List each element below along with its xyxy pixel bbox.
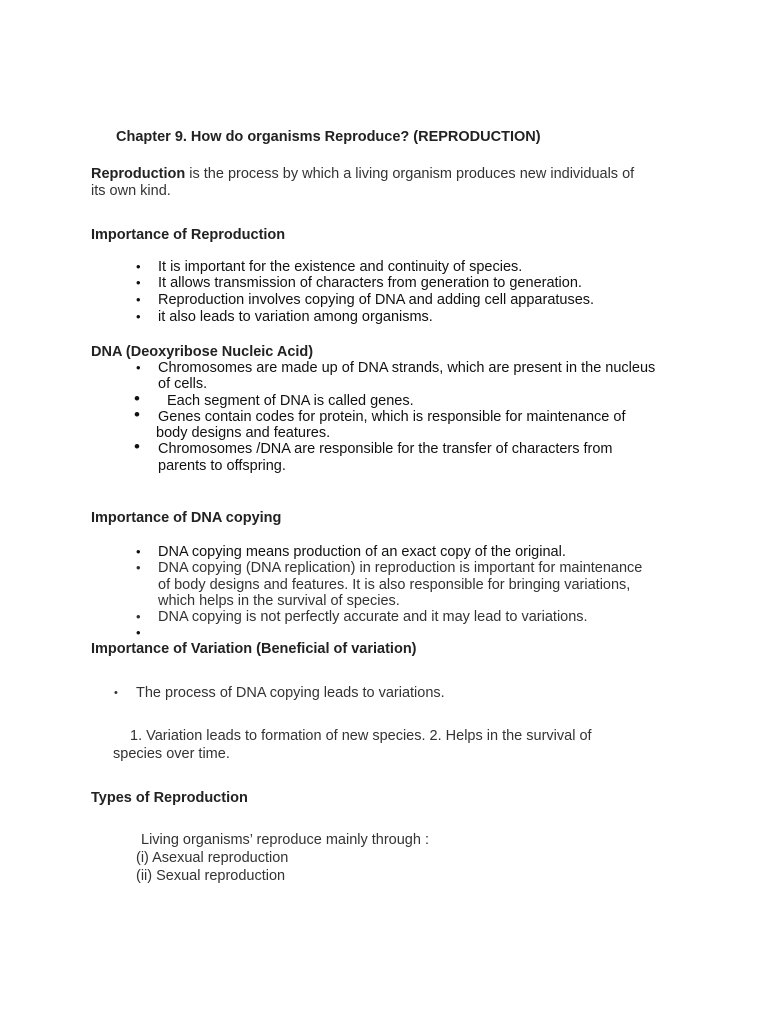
page-title: Chapter 9. How do organisms Reproduce? (REPRODUCTION): [116, 129, 541, 145]
bullet-icon: •: [134, 437, 140, 457]
list-item: • Chromosomes are made up of DNA strands, which are present in the nucleus: [136, 360, 656, 376]
bullet-icon: •: [136, 275, 141, 291]
list-item: • DNA copying is not perfectly accurate and it may lead to variations.: [136, 609, 588, 626]
importance-list: [136, 259, 595, 325]
list-item: • DNA copying (DNA replication) in reproduction is important for maintenance: [136, 560, 643, 577]
bullet-icon: •: [136, 360, 141, 375]
list-item-continuation: parents to offspring.: [158, 457, 286, 474]
bullet-icon: •: [134, 404, 140, 424]
variation-numbered-line2: species over time.: [113, 746, 230, 762]
intro-term: Reproduction: [91, 166, 186, 182]
importance-heading: Importance of Reproduction: [91, 227, 286, 243]
variation-item: • The process of DNA copying leads to variations.: [114, 685, 445, 701]
list-item-empty: [136, 625, 642, 641]
list-item: • Reproduction involves copying of DNA and adding cell apparatuses.: [136, 291, 595, 308]
list-item-continuation: which helps in the survival of species.: [158, 592, 400, 609]
bullet-icon: •: [136, 308, 141, 324]
intro-line2: its own kind.: [91, 183, 171, 199]
list-item: • It allows transmission of characters from generation to generation.: [136, 275, 582, 292]
bullet-icon: •: [136, 609, 141, 625]
list-item-continuation: of body designs and features. It is also responsible for bringing variations,: [158, 576, 631, 593]
intro-paragraph: [91, 166, 634, 183]
types-line3: (ii) Sexual reproduction: [136, 868, 286, 884]
types-line2: (i) Asexual reproduction: [136, 850, 289, 866]
copying-list: [136, 544, 643, 642]
list-item: • It is important for the existence and continuity of species.: [136, 259, 523, 275]
list-item: • Genes contain codes for protein, which is responsible for maintenance of: [134, 404, 626, 425]
bullet-icon: •: [134, 388, 140, 408]
types-line1: Living organisms’ reproduce mainly through :: [141, 832, 429, 848]
bullet-icon: •: [136, 544, 141, 559]
list-item-continuation: of cells.: [158, 376, 208, 393]
list-item: • it also leads to variation among organisms.: [136, 308, 433, 325]
list-item: • Each segment of DNA is called genes.: [134, 388, 414, 409]
types-heading: Types of Reproduction: [91, 790, 248, 806]
list-item-continuation: body designs and features.: [156, 425, 331, 442]
variation-numbered-line1: 1. Variation leads to formation of new species. 2. Helps in the survival of: [130, 728, 592, 744]
list-item: • Chromosomes /DNA are responsible for the transfer of characters from: [134, 437, 613, 458]
dna-list: [134, 360, 656, 474]
intro-line1: is the process by which a living organism produces new individuals of: [185, 166, 635, 182]
list-item: • DNA copying means production of an exact copy of the original.: [136, 544, 566, 560]
bullet-icon: •: [136, 259, 141, 274]
bullet-icon: •: [114, 687, 118, 699]
variation-heading: Importance of Variation (Beneficial of variation): [91, 641, 417, 657]
bullet-icon: •: [136, 560, 141, 576]
dna-heading: DNA (Deoxyribose Nucleic Acid): [91, 344, 314, 360]
copying-heading: Importance of DNA copying: [91, 510, 282, 526]
bullet-icon: •: [136, 291, 141, 307]
bullet-icon: •: [136, 625, 141, 641]
